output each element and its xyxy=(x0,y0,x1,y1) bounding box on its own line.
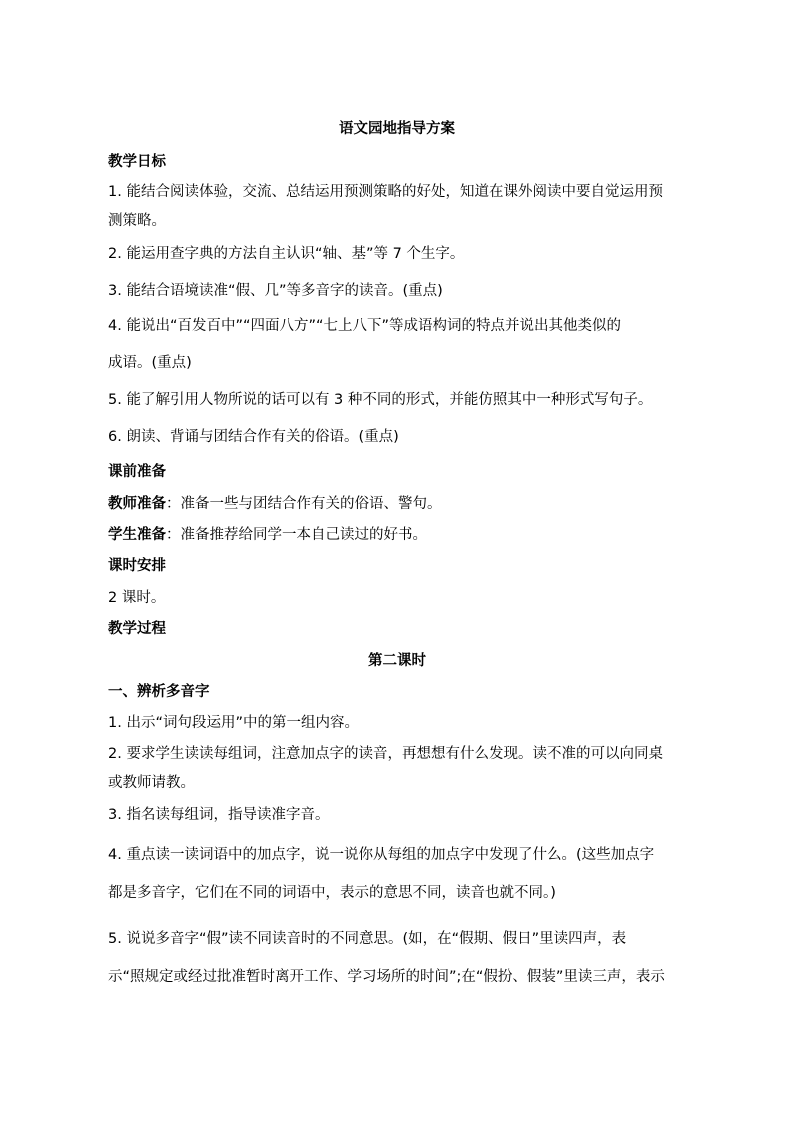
teacher-preparation-label: 教师准备 xyxy=(108,496,166,512)
schedule-text: 2 课时。 xyxy=(108,590,166,606)
step-2-line-2: 或教师请教。 xyxy=(108,775,195,791)
document-title: 语文园地指导方案 xyxy=(339,121,455,137)
student-preparation-text: ：准备推荐给同学一本自己读过的好书。 xyxy=(166,527,427,543)
step-5-line-2: 示“照规定或经过批准暂时离开工作、学习场所的时间”;在“假扮、假装”里读三声，表示 xyxy=(108,969,665,985)
heading-schedule: 课时安排 xyxy=(108,558,166,574)
goal-4-line-1: 4. 能说出“百发百中”“四面八方”“七上八下”等成语构词的特点并说出其他类似的 xyxy=(108,318,622,334)
step-4-line-2: 都是多音字，它们在不同的词语中，表示的意思不同，读音也就不同。) xyxy=(108,885,556,901)
goal-6: 6. 朗读、背诵与团结合作有关的俗语。(重点) xyxy=(108,429,399,445)
goal-4-line-2: 成语。(重点) xyxy=(108,355,192,371)
heading-preparation: 课前准备 xyxy=(108,464,166,480)
goal-5: 5. 能了解引用人物所说的话可以有 3 种不同的形式，并能仿照其中一种形式写句子。 xyxy=(108,392,653,408)
student-preparation xyxy=(108,525,427,545)
step-4-line-1: 4. 重点读一读词语中的加点字，说一说你从每组的加点字中发现了什么。(这些加点字 xyxy=(108,847,655,863)
teacher-preparation-text: ：准备一些与团结合作有关的俗语、警句。 xyxy=(166,496,442,512)
section-1-heading: 一、辨析多音字 xyxy=(108,684,210,700)
heading-goals: 教学日标 xyxy=(108,154,166,170)
step-5-line-1: 5. 说说多音字“假”读不同读音时的不同意思。(如，在“假期、假日”里读四声，表 xyxy=(108,931,627,947)
teacher-preparation xyxy=(108,494,442,514)
goal-2: 2. 能运用查字典的方法自主认识“轴、基”等 7 个生字。 xyxy=(108,246,465,262)
step-1: 1. 出示“词句段运用”中的第一组内容。 xyxy=(108,715,359,731)
goal-3: 3. 能结合语境读准“假、几”等多音字的读音。(重点) xyxy=(108,283,443,299)
step-3: 3. 指名读每组词，指导读准字音。 xyxy=(108,807,330,823)
goal-1-line-2: 测策略。 xyxy=(108,213,166,229)
heading-process: 教学过程 xyxy=(108,621,166,637)
lesson-heading: 第二课时 xyxy=(368,653,426,669)
step-2-line-1: 2. 要求学生读读每组词，注意加点字的读音，再想想有什么发现。读不准的可以向同桌 xyxy=(108,746,663,762)
goal-1-line-1: 1. 能结合阅读体验，交流、总结运用预测策略的好处，知道在课外阅读中要自觉运用预 xyxy=(108,184,663,200)
student-preparation-label: 学生准备 xyxy=(108,527,166,543)
